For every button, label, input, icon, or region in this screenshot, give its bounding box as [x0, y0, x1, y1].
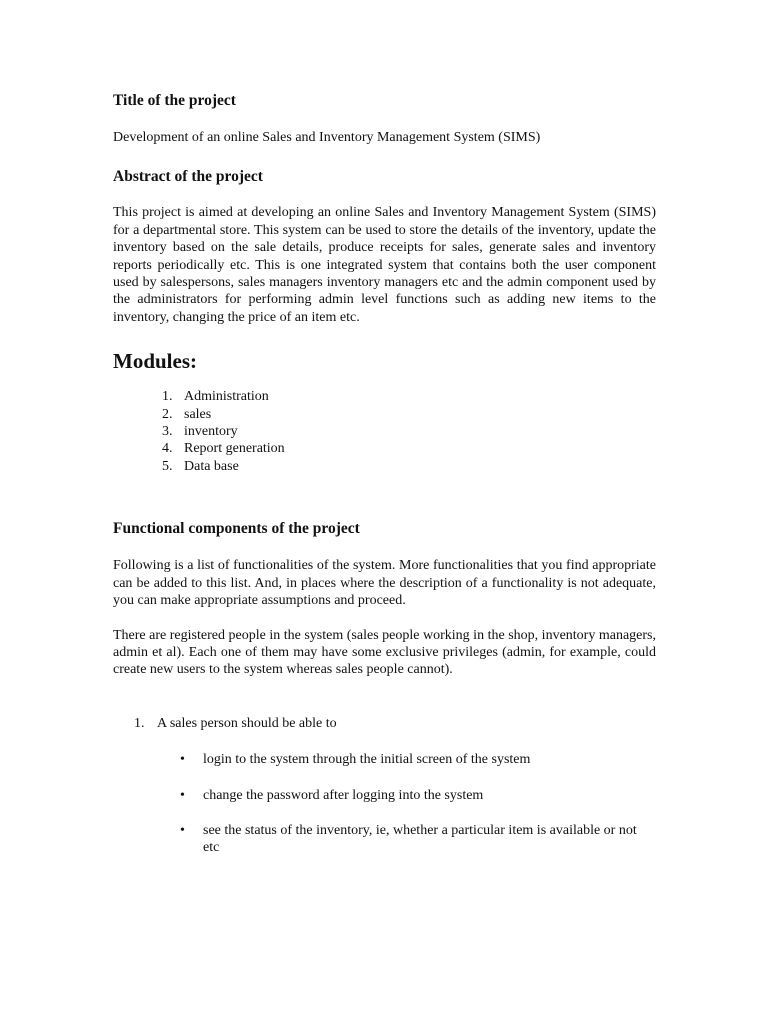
bullet-icon: • [180, 752, 185, 768]
bullet-icon: • [180, 822, 185, 838]
requirement-heading: 1. A sales person should be able to [134, 715, 337, 731]
functional-para-1: Following is a list of functionalities of the system. More functionalities that you find appropriate can be added to this list. And, in places where the description of a functionality is not adequate, you can make appropriate assumptions and proceed. [113, 558, 656, 609]
bullet-item: • change the password after logging into the system [180, 787, 484, 803]
title-text: Development of an online Sales and Inventory Management System (SIMS) [113, 130, 541, 145]
functional-para-2: There are registered people in the system (sales people working in the shop, inventory managers, admin et al). Each one of them may have some exclusive privileges (admin, for example, could create new users to the system whereas sales people cannot). [113, 627, 656, 678]
module-item: 5. Data base [162, 458, 239, 474]
module-item: 1. Administration [162, 389, 269, 405]
bullet-item: • login to the system through the initial screen of the system [180, 752, 531, 768]
bullet-item: • see the status of the inventory, ie, whether a particular item is available or not etc [180, 822, 637, 856]
bullet-icon: • [180, 787, 185, 803]
title-heading: Title of the project [113, 92, 236, 109]
modules-list [113, 388, 656, 475]
module-item: 4. Report generation [162, 441, 285, 457]
abstract-text: This project is aimed at developing an online Sales and Inventory Management System (SIMS) for a departmental store. This system can be used to store the details of the inventory, update the inventory based on the sale details, produce receipts for sales, generate sales and inventory reports periodically etc. This is one integrated system that contains both the user component used by salespersons, sales managers inventory managers etc and the admin component used by the administrators for performing admin level functions such as adding new items to the inventory, changing the price of an item etc. [113, 205, 656, 325]
abstract-heading: Abstract of the project [113, 168, 263, 186]
module-item: 2. sales [162, 406, 212, 422]
requirement-bullets [113, 751, 656, 857]
functional-heading: Functional components of the project [113, 520, 360, 538]
module-item: 3. inventory [162, 424, 238, 440]
document-page [113, 88, 656, 875]
modules-heading: Modules: [113, 349, 197, 374]
